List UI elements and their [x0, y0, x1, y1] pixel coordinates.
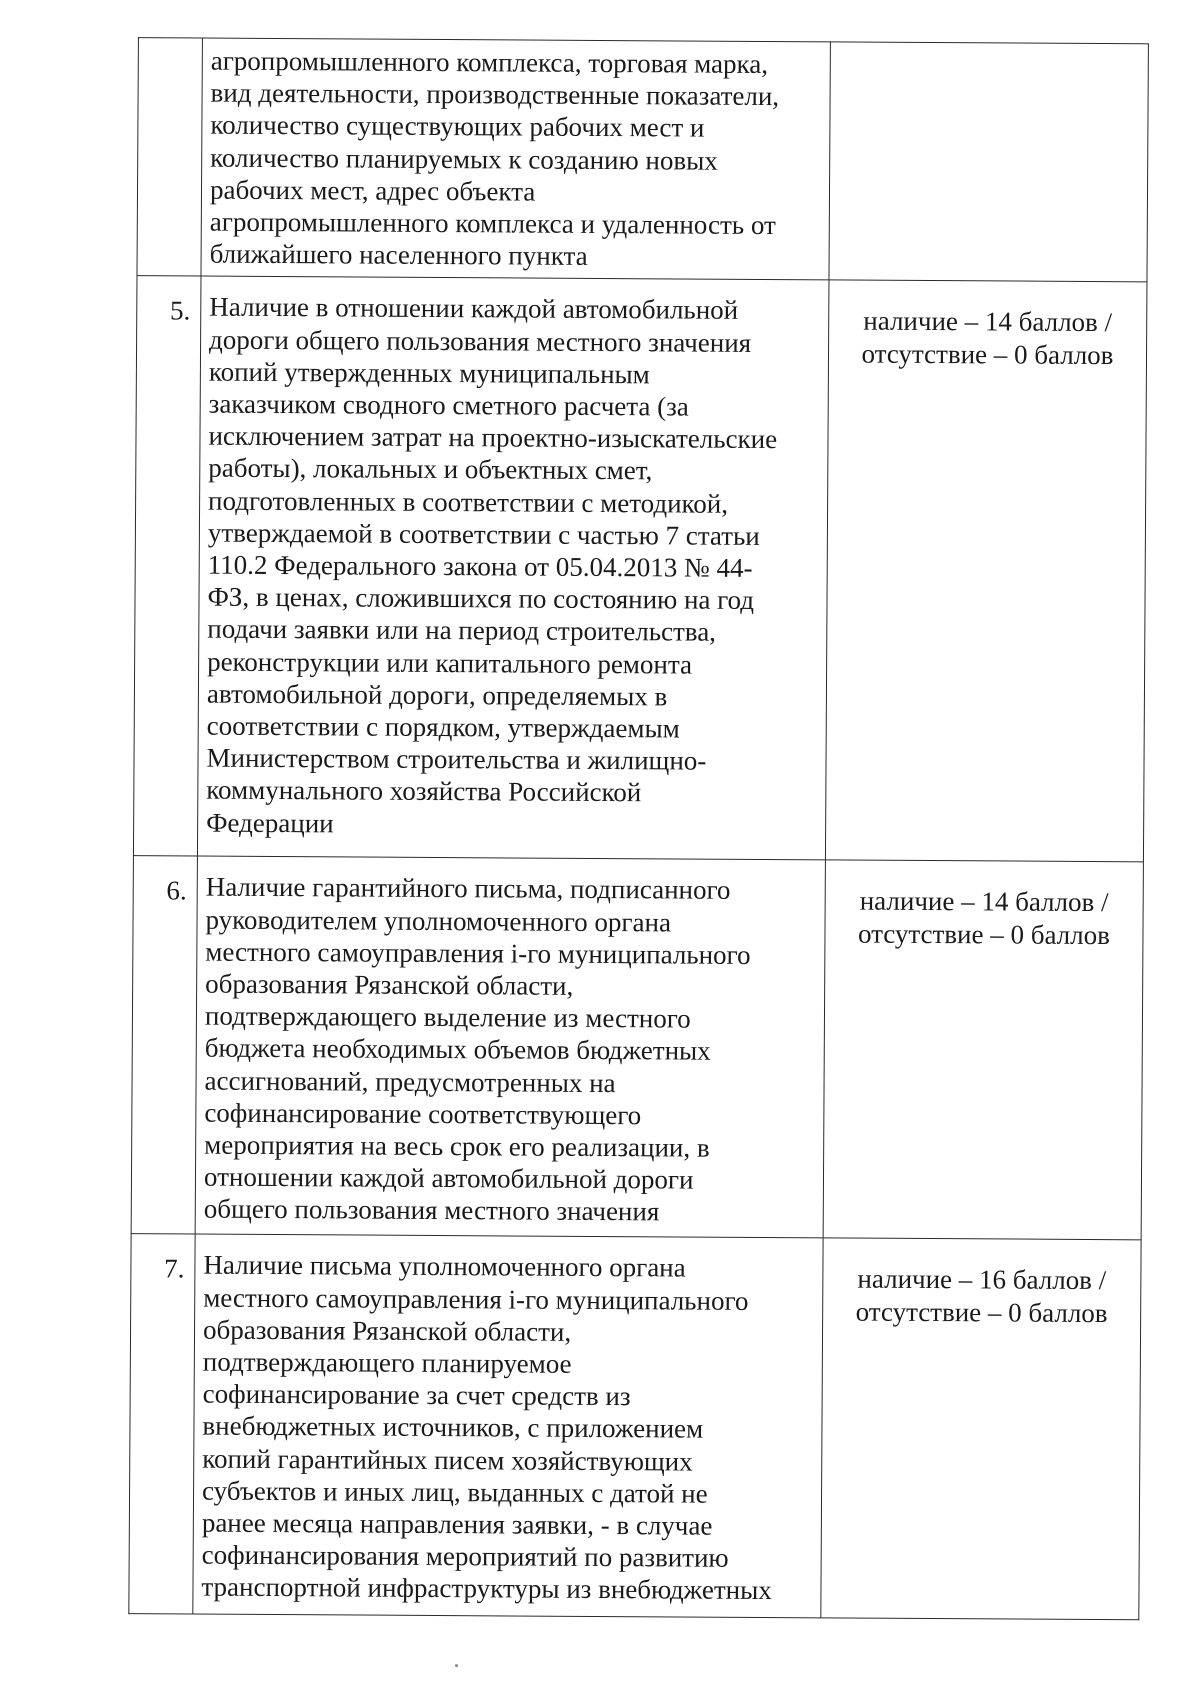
criterion-line: общего пользования местного значения — [203, 1194, 660, 1227]
score-present: наличие – 14 баллов / — [859, 886, 1109, 918]
criterion-line: автомобильной дороги, определяемых в — [206, 678, 668, 712]
table-row — [133, 276, 1147, 862]
criterion-line: подтверждающего выделение из местного — [204, 1000, 691, 1034]
row-number: 6. — [166, 875, 187, 906]
criterion-line: рабочих мест, адрес объекта — [209, 174, 536, 207]
criterion-line: ранее месяца направления заявки, - в случае — [201, 1507, 713, 1541]
criterion-line: заказчиком сводного сметного расчета (за — [208, 388, 689, 422]
criterion-line: дороги общего пользования местного значения — [209, 324, 752, 358]
criterion-line: ФЗ, в ценах, сложившихся по состоянию на год — [207, 581, 755, 616]
criterion-cell — [195, 856, 825, 1238]
criterion-line: руководителем уполномоченного органа — [205, 904, 672, 938]
criterion-line: вид деятельности, производственные показатели, — [210, 77, 780, 112]
score-cell — [829, 42, 1148, 282]
table-row — [129, 1234, 1141, 1620]
criterion-line: внебюджетных источников, с приложением — [202, 1411, 704, 1445]
score-absent: отсутствие – 0 баллов — [857, 918, 1111, 950]
table-row — [131, 856, 1143, 1240]
criterion-line: агропромышленного комплекса, торговая марка, — [210, 45, 769, 80]
criterion-line: Наличие гарантийного письма, подписанного — [205, 872, 731, 906]
criterion-line: Наличие в отношении каждой автомобильной — [209, 292, 739, 326]
criterion-line: Министерством строительства и жилищно- — [206, 742, 707, 776]
criterion-line: коммунального хозяйства Российской — [206, 775, 642, 808]
criterion-line: местного самоуправления i-го муниципального — [203, 1282, 749, 1316]
criterion-line: работы), локальных и объектных смет, — [208, 453, 653, 486]
criterion-line: копий утвержденных муниципальным — [208, 356, 650, 390]
criterion-line: транспортной инфраструктуры из внебюджетных — [201, 1572, 772, 1606]
table-row — [137, 38, 1148, 283]
criterion-line: мероприятия на весь срок его реализации, в — [204, 1129, 710, 1163]
criterion-line: соответствии с порядком, утверждаемым — [206, 710, 680, 744]
criterion-line: местного самоуправления i-го муниципального — [205, 936, 751, 970]
criterion-line: копий гарантийных писем хозяйствующих — [202, 1443, 693, 1477]
criterion-cell — [197, 276, 829, 860]
criterion-line: отношении каждой автомобильной дороги — [203, 1161, 694, 1195]
criterion-line: субъектов и иных лиц, выданных с датой не — [201, 1475, 708, 1509]
score-present: наличие – 14 баллов / — [863, 306, 1113, 338]
row-number-cell — [129, 1234, 195, 1614]
score-cell — [821, 1238, 1141, 1620]
scan-speck — [455, 1664, 458, 1667]
criterion-line: Наличие письма уполномоченного органа — [203, 1250, 686, 1283]
criterion-line: образования Рязанской области, — [202, 1314, 572, 1347]
criterion-cell — [193, 1234, 823, 1618]
criterion-line: подтверждающего планируемое — [202, 1346, 572, 1379]
score-cell — [825, 280, 1147, 862]
score-absent: отсутствие – 0 баллов — [855, 1296, 1108, 1328]
criterion-line: реконструкции или капитального ремонта — [207, 646, 693, 680]
criterion-line: агропромышленного комплекса и удаленность от — [209, 206, 776, 241]
criteria-table — [128, 37, 1149, 1621]
criterion-line: утверждаемой в соответствии с частью 7 статьи — [207, 517, 760, 551]
criterion-cell — [201, 38, 830, 280]
criterion-line: бюджета необходимых объемов бюджетных — [204, 1033, 711, 1067]
row-number: 5. — [169, 295, 191, 326]
criterion-line: софинансирования мероприятий по развитию — [201, 1539, 729, 1574]
criterion-line: количество планируемых к созданию новых — [210, 142, 718, 176]
row-number-cell — [137, 38, 202, 277]
row-number-cell — [133, 276, 201, 856]
criterion-line: софинансирование за счет средств из — [202, 1378, 631, 1412]
criterion-line: подготовленных в соответствии с методикой, — [208, 485, 729, 519]
score-absent: отсутствие – 0 баллов — [861, 338, 1114, 370]
row-number: 7. — [164, 1253, 185, 1284]
criterion-line: 110.2 Федерального закона от 05.04.2013 № 44- — [207, 549, 753, 583]
criterion-line: количество существующих рабочих мест и — [210, 110, 705, 144]
criterion-line: софинансирование соответствующего — [204, 1097, 642, 1131]
criterion-line: Федерации — [206, 807, 334, 839]
row-number-cell — [131, 856, 197, 1234]
score-cell — [823, 860, 1143, 1240]
criterion-line: ближайшего населенного пункта — [209, 238, 588, 272]
score-present: наличие – 16 баллов / — [857, 1264, 1107, 1296]
criterion-line: подачи заявки или на период строительства, — [207, 614, 717, 648]
criterion-line: образования Рязанской области, — [205, 968, 574, 1001]
criterion-line: ассигнований, предусмотренных на — [204, 1065, 616, 1098]
criterion-line: исключением затрат на проектно-изыскательские — [208, 420, 778, 455]
